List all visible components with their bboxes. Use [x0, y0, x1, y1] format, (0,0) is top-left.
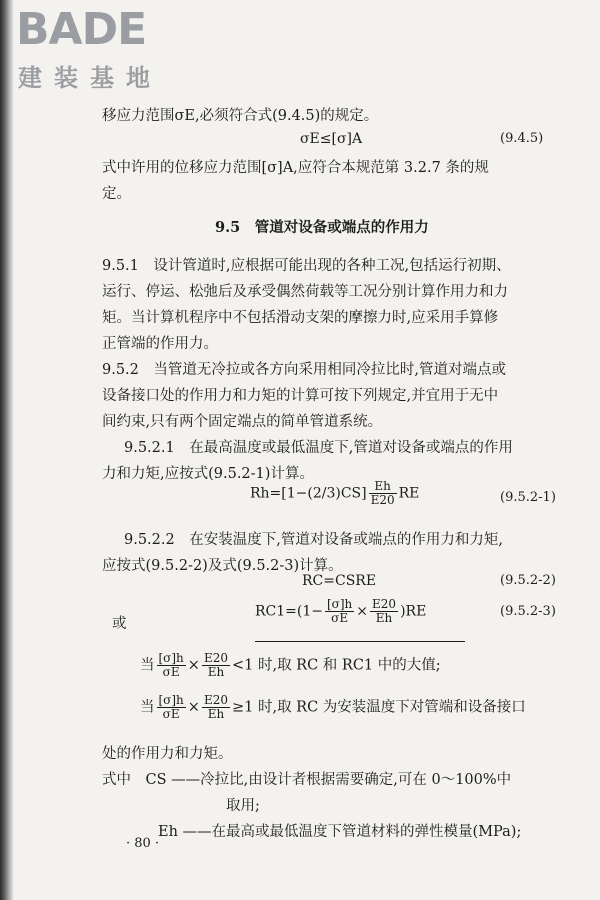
equation-number: (9.5.2-1): [500, 490, 556, 505]
text-line: 式中许用的位移应力范围[σ]A,应符合本规范第 3.2.7 条的规: [102, 160, 489, 176]
text-line: 间约束,只有两个固定端点的简单管道系统。: [102, 414, 383, 430]
book-spine-shadow: [0, 0, 14, 900]
equation-number: (9.5.2-3): [500, 604, 556, 619]
text-line: 正管端的作用力。: [102, 336, 218, 352]
text-line: 矩。当计算机程序中不包括滑动支架的摩擦力时,应采用手算修: [102, 310, 499, 326]
text-line: 运行、停运、松弛后及承受偶然荷载等工况分别计算作用力和力: [102, 284, 508, 300]
watermark-logo: [14, 2, 184, 98]
equation-number: (9.4.5): [500, 131, 544, 146]
equation-number: (9.5.2-2): [500, 573, 556, 588]
text-line: 处的作用力和力矩。: [102, 746, 233, 762]
equation-9-5-2-1: Rh=[1−(2/3)CS] $\frac{Eh}{E20}$ RE: [250, 479, 420, 508]
text-line: 取用;: [226, 798, 260, 814]
symbol-definition-cs: 式中 CS ——冷拉比,由设计者根据需要确定,可在 0～100%中: [102, 772, 512, 788]
clause-9-5-1: 9.5.1 设计管道时,应根据可能出现的各种工况,包括运行初期、: [102, 258, 511, 274]
text-line: 力和力矩,应按式(9.5.2-1)计算。: [102, 466, 314, 482]
page-number: · 80 ·: [126, 836, 160, 851]
watermark-brand: BADE: [16, 4, 147, 55]
condition-line-2: 当 $\frac{[\sigma]h}{\sigma E}$ × $\frac{E20}{Eh}$ ≥1 时,取 RC 为安装温度下对管端和设备接口: [140, 693, 526, 722]
text-line: 移应力范围σE,必须符合式(9.4.5)的规定。: [102, 108, 379, 124]
equation-9-5-2-2: RC=CSRE: [302, 573, 377, 589]
text-line: 定。: [102, 186, 131, 202]
text-line: 设备接口处的作用力和力矩的计算可按下列规定,并宜用于无中: [102, 388, 499, 404]
clause-9-5-2: 9.5.2 当管道无冷拉或各方向采用相同冷拉比时,管道对端点或: [102, 362, 507, 378]
clause-9-5-2-1: 9.5.2.1 在最高温度或最低温度下,管道对设备或端点的作用: [124, 440, 513, 456]
pen-underline: [255, 641, 465, 642]
condition-line-1: 当 $\frac{[\sigma]h}{\sigma E}$ × $\frac{E20}{Eh}$ <1 时,取 RC 和 RC1 中的大值;: [140, 651, 441, 680]
watermark-subtitle: 建装基地: [18, 64, 162, 92]
equation-9-4-5: σE≤[σ]A: [300, 131, 363, 147]
section-heading: 9.5 管道对设备或端点的作用力: [215, 219, 429, 236]
symbol-definition-eh: Eh ——在最高或最低温度下管道材料的弹性模量(MPa);: [158, 824, 522, 840]
text-line: 应按式(9.5.2-2)及式(9.5.2-3)计算。: [102, 558, 343, 574]
equation-9-5-2-3: RC1=(1− $\frac{[\sigma]h}{\sigma E}$ × $\frac{E20}{Eh}$ )RE: [255, 597, 427, 626]
clause-9-5-2-2: 9.5.2.2 在安装温度下,管道对设备或端点的作用力和力矩,: [124, 532, 503, 548]
or-label: 或: [112, 616, 127, 632]
